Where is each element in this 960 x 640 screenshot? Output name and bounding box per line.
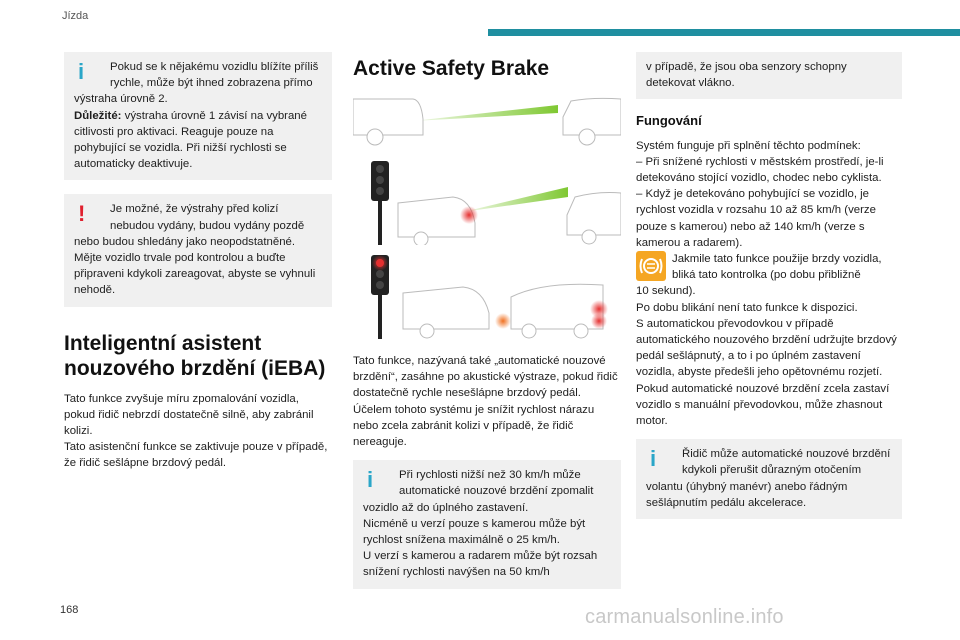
info-box (64, 52, 332, 180)
brake-warning-lamp-icon (636, 251, 666, 281)
warning-line-2: nebudou vydány, budou vydány pozdě (110, 219, 305, 232)
section-title: Jízda (62, 10, 89, 22)
warning-box (64, 194, 332, 306)
car-beam-illustration (353, 91, 621, 151)
asb-info-rest-3: U verzí s kamerou a radarem může být rozsah snížení rychlosti navýšen na 50 km/h (363, 550, 598, 579)
lamp-text-a: Jakmile tato funkce použije brzdy vozidla, (672, 253, 882, 266)
fungovani-paragraph-3: S automatickou převodovkou v případě automatického nouzového brzdění udržujte brzdový pedál sešlápnutý, a to i po úplném zastavení vozidla, abyste předešli jeho opětovnému rozjetí. (636, 317, 897, 379)
fungovani-paragraph-2: Po dobu blikání není tato funkce k dispozici. (636, 301, 858, 314)
column-left (64, 52, 332, 472)
override-rest: volantu (úhybný manévr) anebo řádným sešlápnutím pedálu akcelerace. (646, 480, 848, 509)
header-accent-bar (488, 29, 960, 36)
override-info-box (636, 439, 902, 519)
watermark: carmanualsonline.info (585, 606, 784, 628)
info-rest: výstraha úrovně 2. (74, 93, 168, 106)
important-note (74, 108, 322, 173)
braking-car-illustration (353, 251, 621, 339)
continued-text: v případě, že jsou oba senzory schopny detekovat vlákno. (646, 61, 847, 90)
asb-info-box (353, 460, 621, 588)
section-heading-asb: Active Safety Brake (353, 57, 550, 80)
illustration-stage-2 (353, 157, 621, 245)
section-heading-fungovani: Fungování (636, 113, 702, 129)
column-right (636, 52, 902, 533)
ieba-paragraph-1: Tato funkce zvyšuje míru zpomalování vozidla, pokud řidič nebrzdí dostatečně silně, aby zabránil kolizi. (64, 392, 314, 438)
asb-info-line-2: automatické nouzové brzdění zpomalit (399, 485, 594, 498)
info-icon: i (367, 467, 374, 493)
asb-info-line-1: Při rychlosti nižší než 30 km/h může (399, 469, 581, 482)
info-icon: i (78, 59, 85, 84)
warning-rest: nebo budou shledány jako neopodstatněné. Mějte vozidlo trvale pod kontrolou a buďte připraveni kdykoli zareagovat, abyste se vyhnuli nehodě. (74, 235, 316, 297)
warning-icon: ! (78, 201, 86, 227)
condition-item-1: – Při snížené rychlosti v městském prostředí, je-li detekováno stojící vozidlo, chodec nebo cyklista. (636, 155, 884, 185)
page-number: 168 (60, 604, 79, 616)
fungovani-intro: Systém funguje při splnění těchto podmínek: (636, 139, 861, 152)
asb-info-rest-2: Nicméně u verzí pouze s kamerou může být rychlost snížena maximálně o 25 km/h. (363, 517, 586, 547)
lamp-text-c: 10 sekund). (636, 285, 696, 298)
info-line-1: Pokud se k nějakému vozidlu blížíte příliš (110, 61, 319, 73)
override-line-2: kdykoli přerušit důrazným otočením (682, 464, 862, 477)
info-line-2: rychle, může být ihned zobrazena přímo (110, 77, 313, 90)
asb-info-rest-1: vozidlo až do úplného zastavení. (363, 501, 529, 514)
warning-line-1: Je možné, že výstrahy před kolizí (110, 203, 279, 216)
illustration-stage-3 (353, 251, 621, 339)
important-text: výstraha úrovně 1 závisí na vybrané citlivosti pro aktivaci. Reaguje pouze na pohybující se vozidla. Při nižší rychlosti se automaticky deaktivuje. (74, 109, 307, 171)
ieba-paragraph-2: Tato asistenční funkce se zaktivuje pouze v případě, že řidič sešlápne brzdový pedál. (64, 441, 328, 470)
section-heading-ieba: Inteligentní asistent nouzového brzdění (iEBA) (64, 331, 326, 380)
info-icon: i (650, 446, 657, 472)
fungovani-paragraph-4: Pokud automatické nouzové brzdění zcela zastaví vozidlo s manuální převodovkou, může zhasnout motor. (636, 382, 890, 428)
override-line-1: Řidič může automatické nouzové brzdění (682, 448, 891, 461)
warning-lamp-note (636, 251, 902, 283)
lamp-text-b: bliká tato kontrolka (po dobu přibližně (672, 269, 861, 282)
important-label: Důležité: (74, 109, 122, 122)
column-middle (353, 52, 621, 603)
asb-paragraph-1: Tato funkce, nazývaná také „automatické nouzové brzdění“, zasáhne po akustické výstraze, pokud řidič dostatečně rychle nesešlápne brzdový pedál. (353, 355, 618, 400)
illustration-stage-1 (353, 91, 621, 151)
asb-paragraph-2: Účelem tohoto systému je snížit rychlost nárazu nebo zcela zabránit kolizi v případě, že řidič nereaguje. (353, 403, 595, 449)
traffic-light-car-illustration (353, 157, 621, 245)
condition-item-2: – Když je detekováno pohybující se vozidlo, je rychlost vozidla v rozsahu 10 až 85 km/h (verze pouze s kamerou) nebo až 140 km/h (verze s kamerou a radarem). (636, 188, 876, 249)
continued-box (636, 52, 902, 99)
